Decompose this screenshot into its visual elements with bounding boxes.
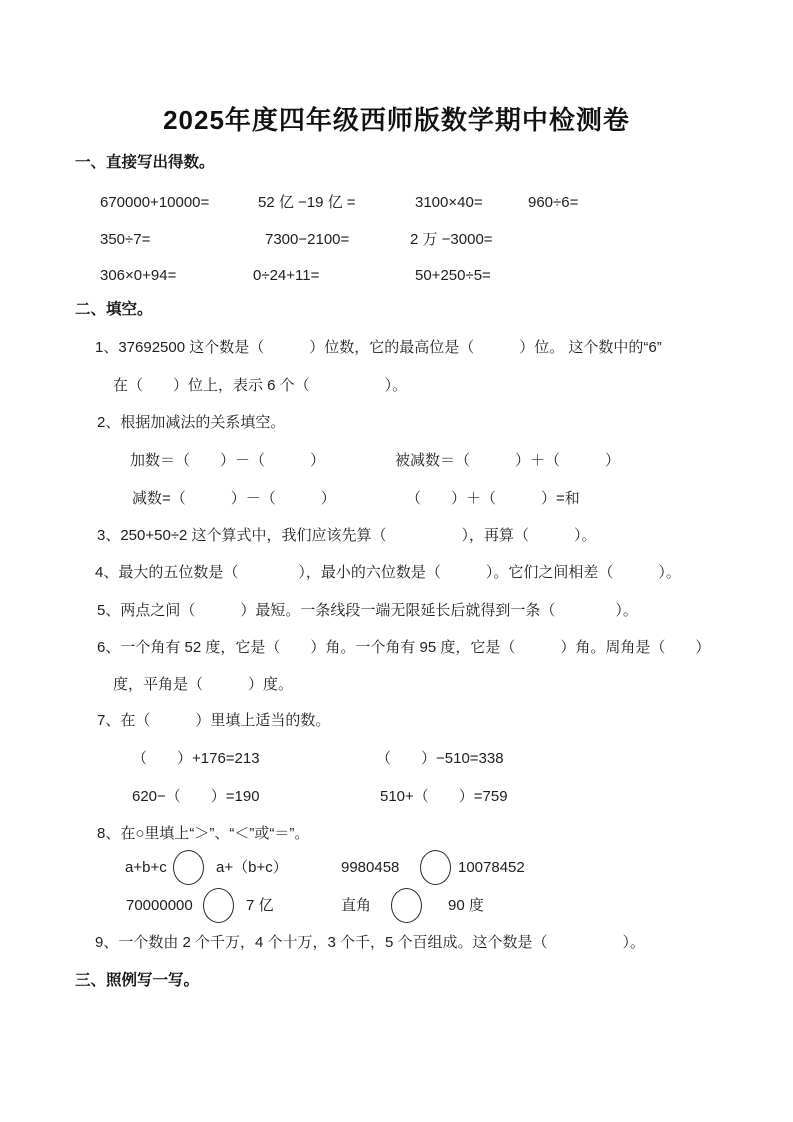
question-6-line-2: 度，平角是（ ）度。 (113, 676, 294, 693)
calc-problem: 3100×40= (415, 194, 483, 211)
question-7-blank-4: 510+（ ）=759 (380, 788, 508, 805)
calc-problem: 2 万 −3000= (410, 231, 493, 248)
compare-term: 10078452 (458, 859, 525, 876)
calc-problem: 306×0+94= (100, 267, 177, 284)
question-7: 7、在（ ）里填上适当的数。 (97, 712, 331, 729)
question-2: 2、根据加减法的关系填空。 (97, 414, 286, 431)
compare-term: 直角 (341, 897, 372, 914)
calc-problem: 52 亿 −19 亿 = (258, 194, 356, 211)
question-2-subtrahend-blank: 减数=（ ）－（ ） (132, 490, 336, 507)
compare-term: 90 度 (448, 897, 484, 914)
question-2-addend-blank: 加数＝（ ）－（ ） (130, 452, 326, 469)
question-7-blank-1: （ ）+176=213 (132, 750, 260, 767)
question-7-blank-3: 620−（ ）=190 (132, 788, 260, 805)
compare-term: 70000000 (126, 897, 193, 914)
comparison-circle-icon (391, 888, 422, 923)
compare-term: a+b+c (125, 859, 167, 876)
page-title: 2025年度四年级西师版数学期中检测卷 (163, 105, 630, 135)
question-9: 9、一个数由 2 个千万，4 个十万，3 个千，5 个百组成。这个数是（ ）。 (95, 934, 646, 951)
calc-problem: 0÷24+11= (253, 267, 320, 284)
section-3-heading: 三、照例写一写。 (75, 972, 200, 989)
question-1-line-2: 在（ ）位上，表示 6 个（ ）。 (113, 377, 408, 394)
calc-problem: 670000+10000= (100, 194, 210, 211)
question-2-minuend-blank: 被减数＝（ ）＋（ ） (395, 452, 621, 469)
question-3: 3、250+50÷2 这个算式中，我们应该先算（ ），再算（ ）。 (97, 527, 597, 544)
calc-problem: 50+250÷5= (415, 267, 491, 284)
question-5: 5、两点之间（ ）最短。一条线段一端无限延长后就得到一条（ ）。 (97, 602, 638, 619)
question-6-line-1: 6、一个角有 52 度，它是（ ）角。一个角有 95 度，它是（ ）角。周角是（ ） (97, 639, 711, 656)
comparison-circle-icon (420, 850, 451, 885)
calc-problem: 960÷6= (528, 194, 579, 211)
compare-term: 7 亿 (246, 897, 274, 914)
compare-term: 9980458 (341, 859, 400, 876)
question-2-sum-blank: （ ）＋（ ）=和 (406, 490, 580, 507)
question-1-line-1: 1、37692500 这个数是（ ）位数，它的最高位是（ ）位。 这个数中的“6” (95, 339, 662, 356)
question-7-blank-2: （ ）−510=338 (376, 750, 504, 767)
question-8: 8、在○里填上“＞”、“＜”或“＝”。 (97, 825, 310, 842)
calc-problem: 350÷7= (100, 231, 151, 248)
comparison-circle-icon (173, 850, 204, 885)
compare-term: a+（b+c） (216, 859, 288, 876)
section-1-heading: 一、直接写出得数。 (75, 154, 215, 171)
section-2-heading: 二、填空。 (75, 301, 153, 318)
question-4: 4、最大的五位数是（ ），最小的六位数是（ ）。它们之间相差（ ）。 (95, 564, 681, 581)
calc-problem: 7300−2100= (265, 231, 350, 248)
comparison-circle-icon (203, 888, 234, 923)
